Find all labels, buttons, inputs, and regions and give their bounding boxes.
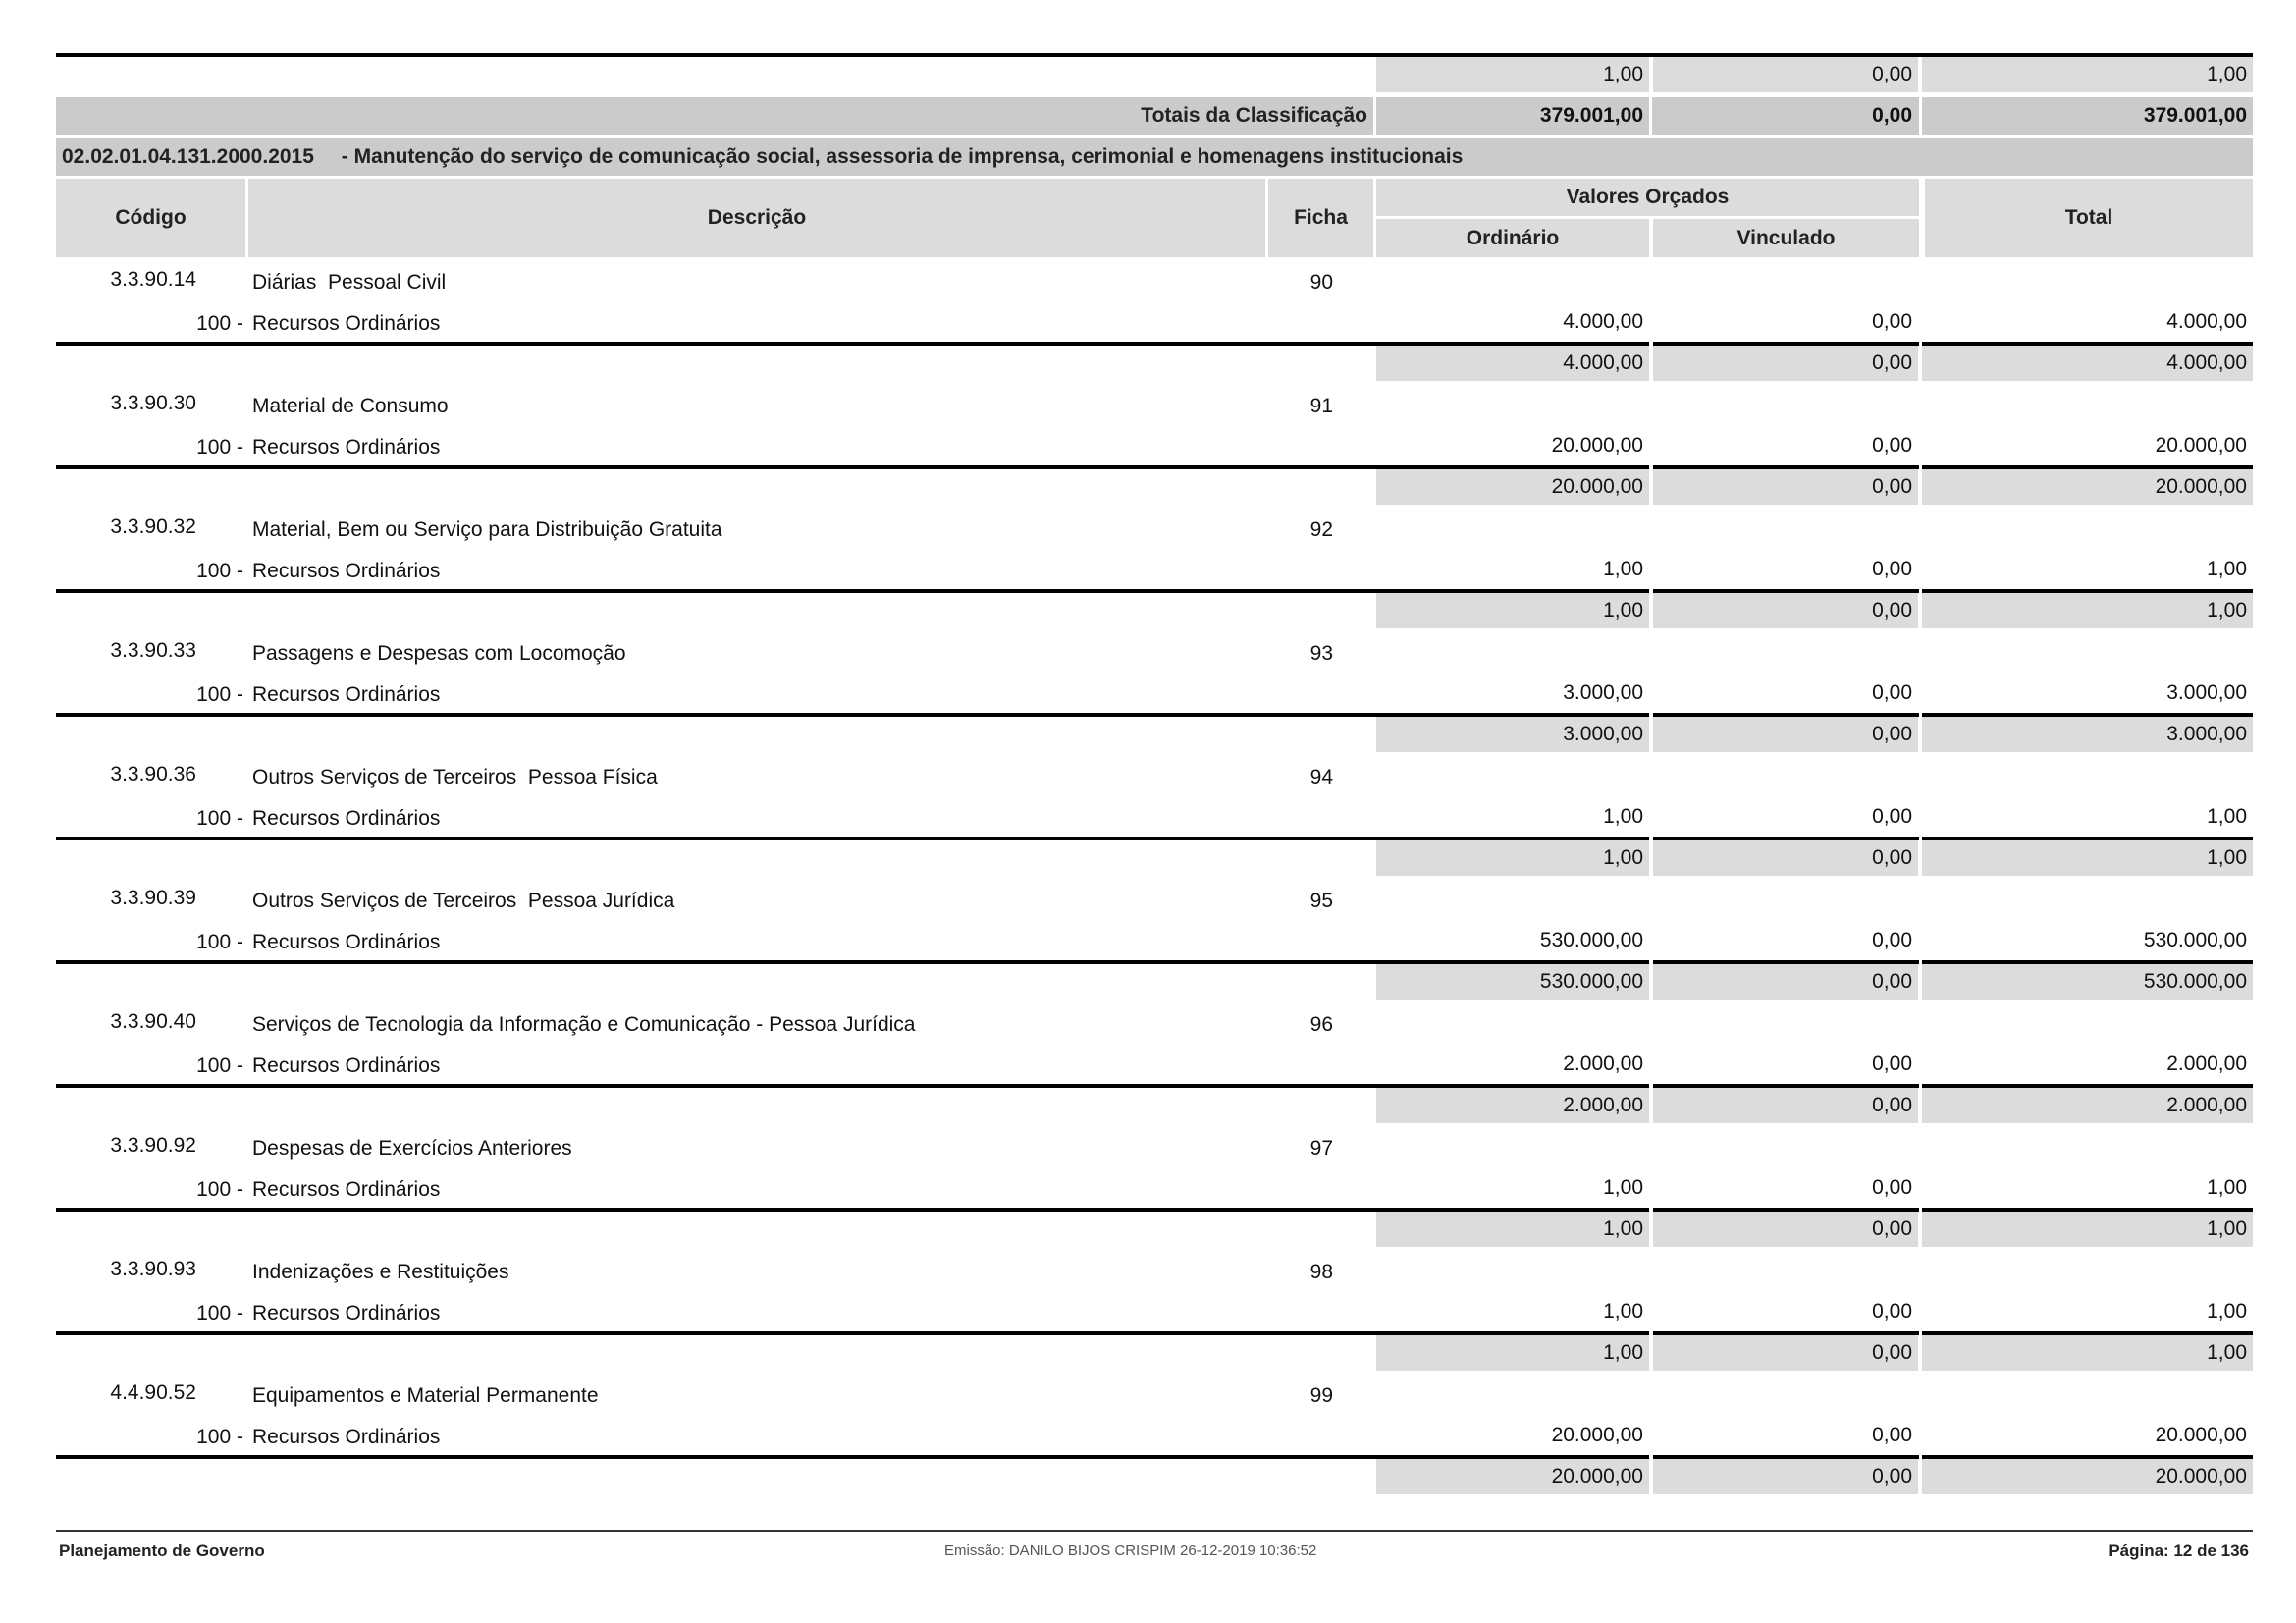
subtotal-ordinario: 1,00 [1376, 1212, 1649, 1247]
fonte-total: 1,00 [2207, 1300, 2247, 1323]
col-header-vinculado: Vinculado [1653, 219, 1919, 257]
fonte-total: 1,00 [2207, 558, 2247, 580]
fonte-total: 1,00 [2207, 805, 2247, 828]
subtotal-vinculado: 0,00 [1653, 964, 1918, 1000]
fonte-description: Recursos Ordinários [252, 312, 441, 335]
subtotal-ordinario: 1,00 [1376, 1335, 1649, 1371]
item-description: Material, Bem ou Serviço para Distribuição Gratuita [252, 518, 722, 541]
item-code: 3.3.90.92 [110, 1134, 196, 1157]
section-title: - Manutenção do serviço de comunicação social, assessoria de imprensa, cerimonial e homenagens institucionais [341, 145, 1464, 168]
item-code: 3.3.90.30 [110, 392, 196, 414]
subtotal-total: 530.000,00 [1922, 964, 2253, 1000]
item-code: 3.3.90.39 [110, 887, 196, 909]
section-header [56, 138, 2253, 176]
fonte-total: 1,00 [2207, 1176, 2247, 1199]
fonte-ordinario: 1,00 [1603, 1176, 1643, 1199]
footer-page: Página: 12 de 136 [2109, 1542, 2249, 1560]
fonte-code: 100 - [196, 1055, 243, 1077]
col-header-total: Total [1925, 179, 2253, 257]
fonte-code: 100 - [196, 1426, 243, 1448]
subtotal-total: 20.000,00 [1922, 1459, 2253, 1494]
fonte-code: 100 - [196, 683, 243, 706]
fonte-total: 20.000,00 [2155, 434, 2247, 457]
fonte-vinculado: 0,00 [1872, 434, 1912, 457]
fonte-ordinario: 4.000,00 [1563, 310, 1643, 333]
subtotal-ordinario: 20.000,00 [1376, 469, 1649, 505]
subtotal-ordinario: 1,00 [1376, 840, 1649, 876]
fonte-description: Recursos Ordinários [252, 1178, 441, 1201]
subtotal-vinculado: 0,00 [1653, 1088, 1918, 1123]
fonte-vinculado: 0,00 [1872, 1424, 1912, 1446]
col-header-ordinario: Ordinário [1376, 219, 1649, 257]
col-header-codigo: Código [56, 179, 245, 257]
subtotal-ordinario: 4.000,00 [1376, 346, 1649, 381]
fonte-vinculado: 0,00 [1872, 1300, 1912, 1323]
footer-left: Planejamento de Governo [59, 1542, 265, 1560]
item-code: 3.3.90.40 [110, 1010, 196, 1033]
fonte-description: Recursos Ordinários [252, 807, 441, 830]
fonte-vinculado: 0,00 [1872, 558, 1912, 580]
item-description: Equipamentos e Material Permanente [252, 1384, 599, 1407]
totals-divider [1649, 97, 1652, 135]
subtotal-total: 2.000,00 [1922, 1088, 2253, 1123]
item-description: Diárias Pessoal Civil [252, 271, 447, 294]
item-ficha: 98 [1309, 1261, 1333, 1283]
item-ficha: 93 [1309, 642, 1333, 665]
item-description: Material de Consumo [252, 395, 449, 417]
subtotal-total: 1,00 [1922, 840, 2253, 876]
subtotal-total: 20.000,00 [1922, 469, 2253, 505]
footer-emission: Emissão: DANILO BIJOS CRISPIM 26-12-2019 10:36:52 [944, 1542, 1317, 1559]
subtotal-vinculado: 0,00 [1653, 469, 1918, 505]
item-ficha: 92 [1309, 518, 1333, 541]
fonte-ordinario: 1,00 [1603, 805, 1643, 828]
subtotal-total: 1,00 [1922, 1335, 2253, 1371]
fonte-ordinario: 2.000,00 [1563, 1053, 1643, 1075]
fonte-code: 100 - [196, 931, 243, 953]
item-code: 4.4.90.52 [110, 1381, 196, 1404]
fonte-code: 100 - [196, 312, 243, 335]
top-subtotal-vinculado: 0,00 [1653, 57, 1918, 92]
fonte-ordinario: 20.000,00 [1551, 434, 1643, 457]
fonte-vinculado: 0,00 [1872, 681, 1912, 704]
fonte-vinculado: 0,00 [1872, 929, 1912, 951]
fonte-code: 100 - [196, 560, 243, 582]
item-ficha: 95 [1309, 890, 1333, 912]
subtotal-vinculado: 0,00 [1653, 346, 1918, 381]
subtotal-ordinario: 20.000,00 [1376, 1459, 1649, 1494]
top-subtotal-ordinario: 1,00 [1376, 57, 1649, 92]
col-header-valores-orcados: Valores Orçados [1376, 179, 1919, 216]
fonte-description: Recursos Ordinários [252, 1055, 441, 1077]
subtotal-vinculado: 0,00 [1653, 1335, 1918, 1371]
subtotal-vinculado: 0,00 [1653, 717, 1918, 752]
fonte-total: 3.000,00 [2166, 681, 2247, 704]
fonte-description: Recursos Ordinários [252, 1302, 441, 1325]
fonte-vinculado: 0,00 [1872, 805, 1912, 828]
subtotal-vinculado: 0,00 [1653, 1212, 1918, 1247]
fonte-code: 100 - [196, 1178, 243, 1201]
subtotal-total: 3.000,00 [1922, 717, 2253, 752]
item-code: 3.3.90.93 [110, 1258, 196, 1280]
fonte-vinculado: 0,00 [1872, 1053, 1912, 1075]
col-header-descricao: Descrição [248, 179, 1265, 257]
item-ficha: 94 [1309, 766, 1333, 788]
item-ficha: 97 [1309, 1137, 1333, 1160]
fonte-description: Recursos Ordinários [252, 931, 441, 953]
footer-rule [56, 1530, 2253, 1532]
subtotal-total: 1,00 [1922, 593, 2253, 628]
subtotal-vinculado: 0,00 [1653, 840, 1918, 876]
fonte-description: Recursos Ordinários [252, 1426, 441, 1448]
fonte-ordinario: 1,00 [1603, 1300, 1643, 1323]
fonte-total: 4.000,00 [2166, 310, 2247, 333]
subtotal-ordinario: 3.000,00 [1376, 717, 1649, 752]
totals-classification-label: Totais da Classificação [1141, 104, 1367, 127]
section-code: 02.02.01.04.131.2000.2015 [62, 145, 314, 168]
subtotal-vinculado: 0,00 [1653, 593, 1918, 628]
subtotal-total: 1,00 [1922, 1212, 2253, 1247]
fonte-description: Recursos Ordinários [252, 560, 441, 582]
item-ficha: 91 [1309, 395, 1333, 417]
subtotal-ordinario: 2.000,00 [1376, 1088, 1649, 1123]
totals-ordinario: 379.001,00 [1539, 104, 1643, 127]
item-description: Passagens e Despesas com Locomoção [252, 642, 626, 665]
subtotal-vinculado: 0,00 [1653, 1459, 1918, 1494]
col-header-ficha: Ficha [1268, 179, 1373, 257]
fonte-ordinario: 20.000,00 [1551, 1424, 1643, 1446]
fonte-code: 100 - [196, 436, 243, 459]
totals-total: 379.001,00 [2143, 104, 2247, 127]
item-code: 3.3.90.36 [110, 763, 196, 785]
item-description: Indenizações e Restituições [252, 1261, 509, 1283]
item-code: 3.3.90.32 [110, 515, 196, 538]
fonte-ordinario: 530.000,00 [1539, 929, 1643, 951]
fonte-ordinario: 1,00 [1603, 558, 1643, 580]
totals-vinculado: 0,00 [1872, 104, 1912, 127]
item-description: Despesas de Exercícios Anteriores [252, 1137, 572, 1160]
fonte-ordinario: 3.000,00 [1563, 681, 1643, 704]
item-description: Outros Serviços de Terceiros Pessoa Jurídica [252, 890, 675, 912]
subtotal-ordinario: 1,00 [1376, 593, 1649, 628]
fonte-total: 20.000,00 [2155, 1424, 2247, 1446]
subtotal-ordinario: 530.000,00 [1376, 964, 1649, 1000]
item-ficha: 90 [1309, 271, 1333, 294]
fonte-description: Recursos Ordinários [252, 683, 441, 706]
item-code: 3.3.90.33 [110, 639, 196, 662]
fonte-description: Recursos Ordinários [252, 436, 441, 459]
fonte-total: 2.000,00 [2166, 1053, 2247, 1075]
fonte-vinculado: 0,00 [1872, 1176, 1912, 1199]
item-ficha: 99 [1309, 1384, 1333, 1407]
fonte-code: 100 - [196, 807, 243, 830]
item-description: Serviços de Tecnologia da Informação e Comunicação - Pessoa Jurídica [252, 1013, 916, 1036]
fonte-total: 530.000,00 [2143, 929, 2247, 951]
fonte-code: 100 - [196, 1302, 243, 1325]
top-subtotal-total: 1,00 [1922, 57, 2253, 92]
fonte-vinculado: 0,00 [1872, 310, 1912, 333]
subtotal-total: 4.000,00 [1922, 346, 2253, 381]
item-ficha: 96 [1309, 1013, 1333, 1036]
item-description: Outros Serviços de Terceiros Pessoa Física [252, 766, 658, 788]
item-code: 3.3.90.14 [110, 268, 196, 291]
